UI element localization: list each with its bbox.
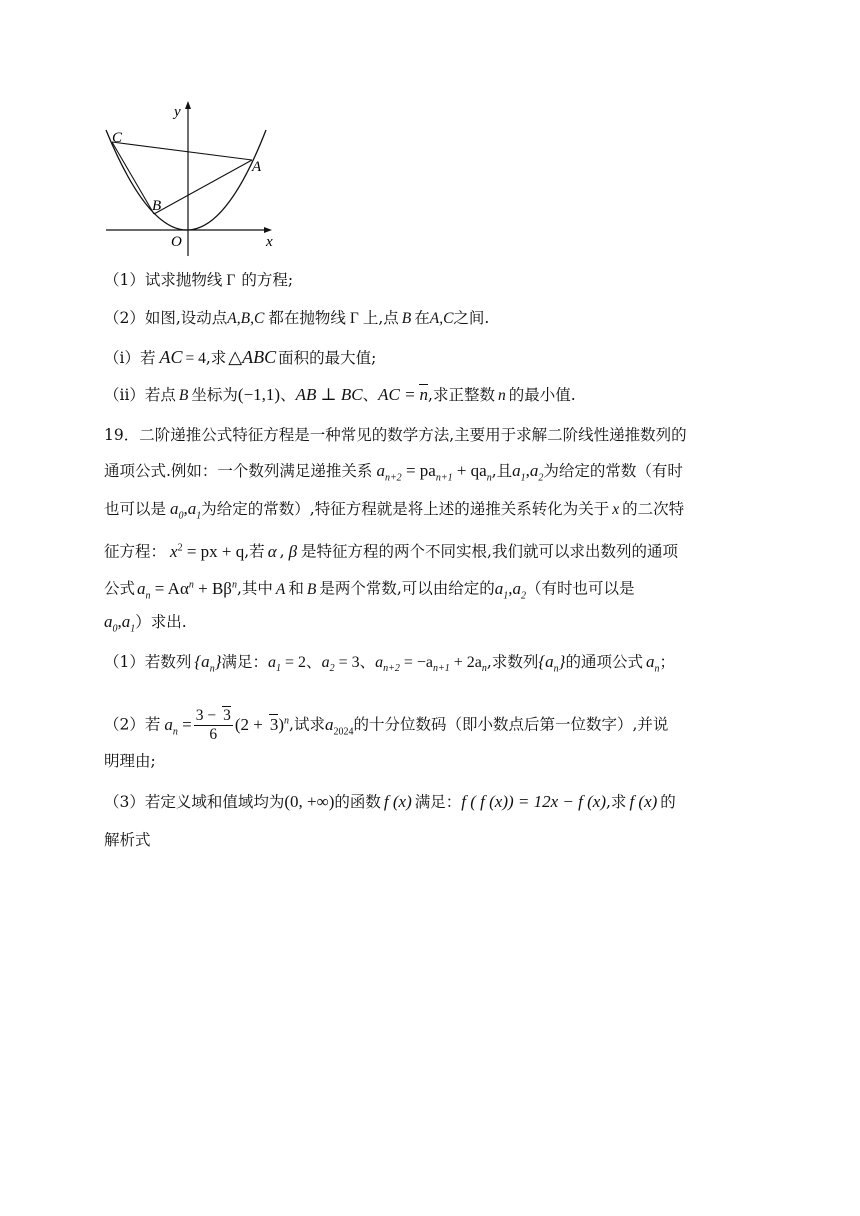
label-y: y (174, 104, 181, 120)
y-axis-arrow (185, 101, 191, 109)
q19-intro-line4: 征方程： $x^2$ = px + q,若 α , β 是特征方程的两个不同实根,我们就可以求出数列的通项 (104, 541, 678, 561)
q19-intro-line5: 公式 $a_n = A\alpha^n + B\beta^n$,其中 A 和 B 是两个常数,可以由给定的$a_1,a_2$（有时也可以是 (104, 578, 635, 602)
x-axis-arrow (264, 227, 272, 233)
q18-part1: （1）试求抛物线 Γ 的方程; (104, 271, 294, 289)
label-c: C (112, 130, 123, 146)
q18-part-i: （i）若 AC = 4,求 △ABC 面积的最大值; (104, 347, 377, 367)
parabola-curve (106, 130, 266, 230)
segment-bc (112, 142, 154, 214)
q18-part2: （2）如图,设动点A,B,C 都在抛物线 Γ 上,点 B 在A,C之间. (104, 309, 490, 327)
q19-part2-cont: 明理由; (104, 752, 156, 770)
label-a: A (252, 159, 262, 175)
parabola-diagram (100, 96, 285, 256)
label-x: x (266, 234, 273, 250)
parabola-figure (100, 96, 285, 256)
q19-intro-line2: 通项公式.例如：一个数列满足递推关系 $a_{n+2} = pa_{n+1} + qa_n$,且$a_1,a_2$为给定的常数（有时 (104, 461, 683, 484)
q19-part3: （3）若定义域和值域均为(0, +∞)的函数 f (x) 满足：f ( f (x)) = 12x − f (x),求 f (x) 的 (104, 792, 676, 811)
q19-part2: （2）若 $a_n$ = $\frac{3 - 3}{6}$ $(2 + 3)^n$,试求$a_{2024}$的十分位数码（即小数点后第一位数字）,并说 (104, 707, 669, 744)
q19-intro-line1: 19．二阶递推公式特征方程是一种常见的数学方法,主要用于求解二阶线性递推数列的 (104, 426, 687, 444)
q19-part1: （1）若数列 $\{a_n\}$满足：$a_1 = 2$、$a_2 = 3$、$a_{n+2} = -a_{n+1} + 2a_n$,求数列$\{a_n\}$的通项公式 $a_n$； (104, 652, 675, 675)
fraction: $\frac{3 - 3}{6}$ (195, 707, 231, 744)
label-origin: O (171, 234, 182, 250)
q18-part-ii: （ii）若点 B 坐标为(−1,1)、AB ⊥ BC、AC = n,求正整数 n 的最小值. (104, 385, 576, 404)
q19-part3-cont: 解析式 (104, 831, 151, 849)
q19-intro-line3: 也可以是 $a_0,a_1$为给定的常数）,特征方程就是将上述的递推关系转化为关于 x 的二次特 (104, 499, 685, 522)
q19-intro-line6: $a_0,a_1$）求出. (104, 612, 187, 635)
label-b: B (152, 198, 162, 214)
segment-ca (112, 142, 252, 160)
segment-ab (154, 160, 252, 214)
